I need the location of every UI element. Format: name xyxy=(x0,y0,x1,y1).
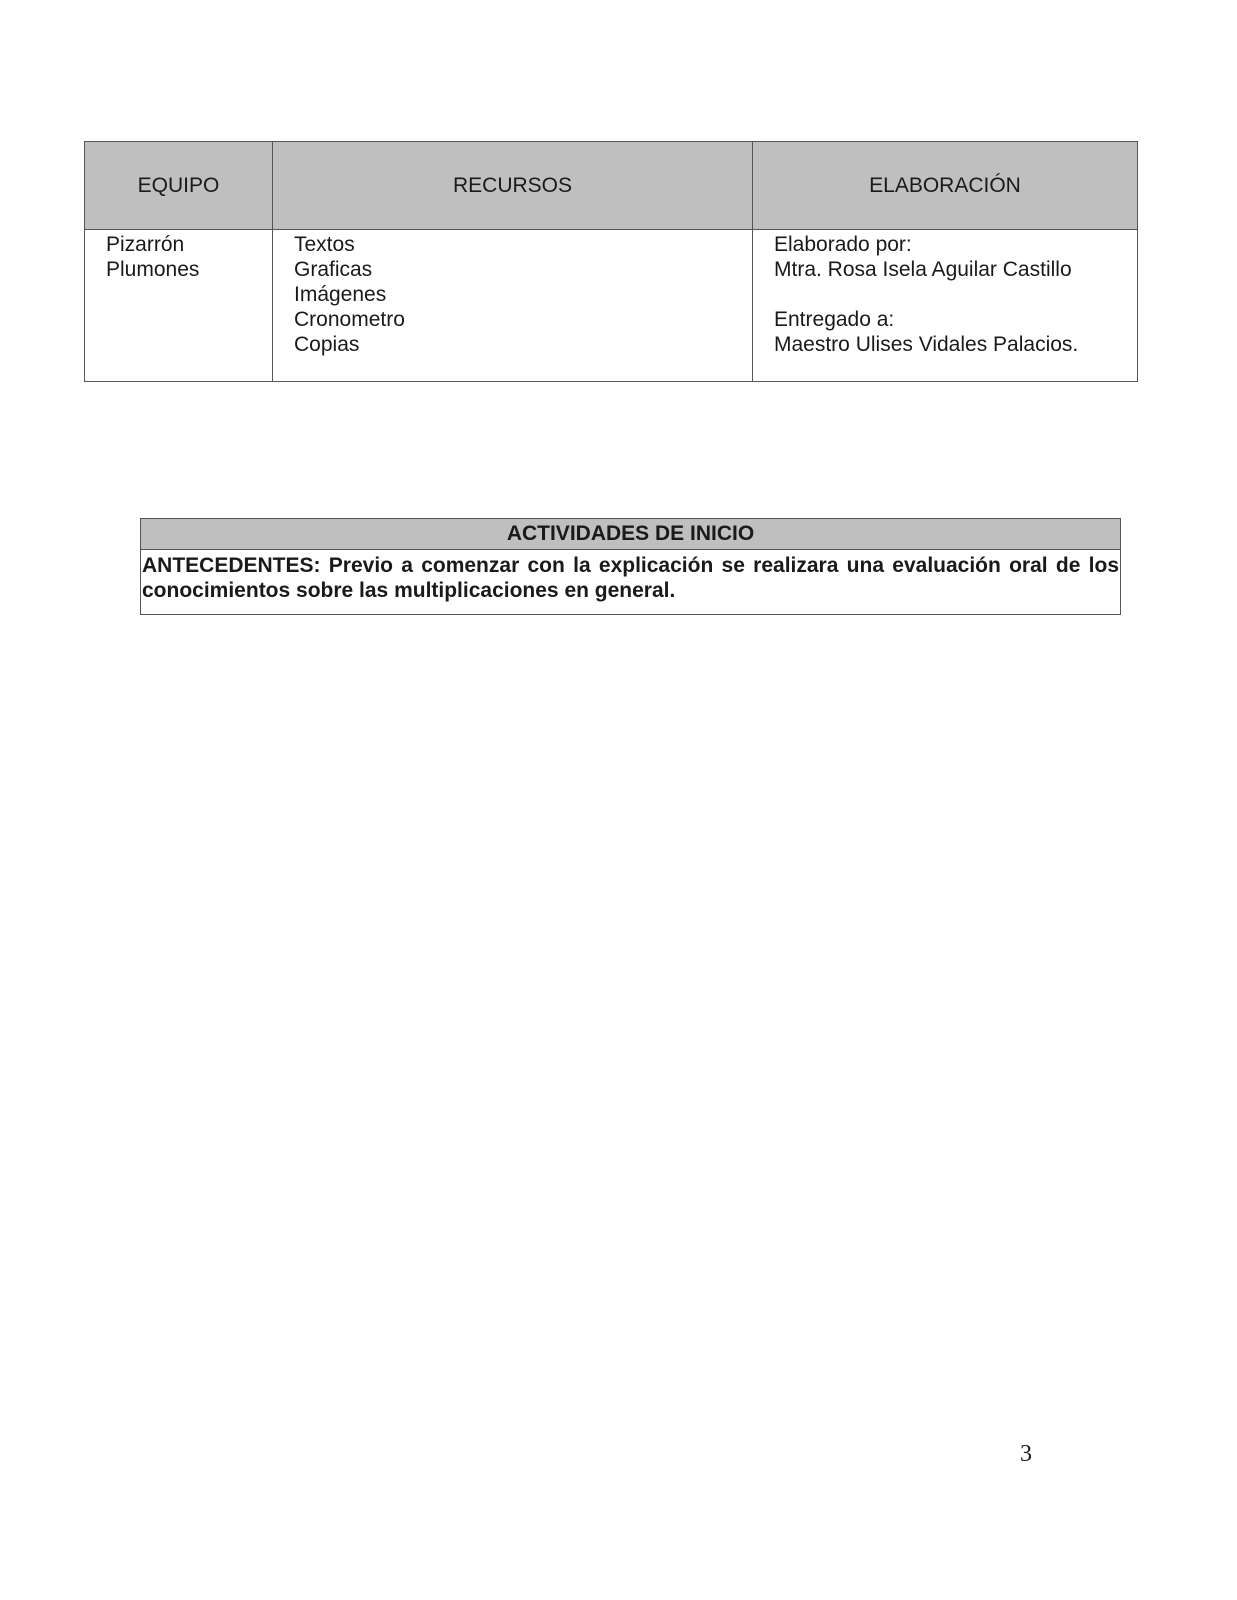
equipo-cell xyxy=(85,230,273,382)
resources-table xyxy=(84,141,1138,382)
activities-header-row xyxy=(141,519,1121,550)
recursos-item: Textos xyxy=(294,233,355,256)
recursos-item: Cronometro xyxy=(294,308,405,331)
activities-body: ANTECEDENTES: Previo a comenzar con la explicación se realizara una evaluación oral de los conocimientos sobre las multiplicaciones en general. xyxy=(141,550,1121,615)
recursos-item: Graficas xyxy=(294,258,373,281)
header-elaboracion: ELABORACIÓN xyxy=(753,142,1138,230)
resources-header-row xyxy=(85,142,1138,230)
header-recursos: RECURSOS xyxy=(273,142,753,230)
resources-body-row xyxy=(85,230,1138,382)
elaboracion-cell xyxy=(753,230,1138,382)
activities-table xyxy=(140,518,1121,615)
header-equipo: EQUIPO xyxy=(85,142,273,230)
entregado-label: Entregado a: xyxy=(774,308,895,331)
elaborado-label: Elaborado por: xyxy=(774,233,912,256)
equipo-item: Plumones xyxy=(106,258,200,281)
entregado-name: Maestro Ulises Vidales Palacios. xyxy=(774,333,1079,356)
activities-title: ACTIVIDADES DE INICIO xyxy=(141,519,1121,550)
activities-body-row xyxy=(141,550,1121,615)
elaborado-name: Mtra. Rosa Isela Aguilar Castillo xyxy=(774,258,1072,281)
recursos-item: Copias xyxy=(294,333,360,356)
recursos-item: Imágenes xyxy=(294,283,387,306)
page-number: 3 xyxy=(1020,1441,1032,1467)
recursos-cell xyxy=(273,230,753,382)
spacer-line xyxy=(774,282,1117,307)
equipo-item: Pizarrón xyxy=(106,233,185,256)
